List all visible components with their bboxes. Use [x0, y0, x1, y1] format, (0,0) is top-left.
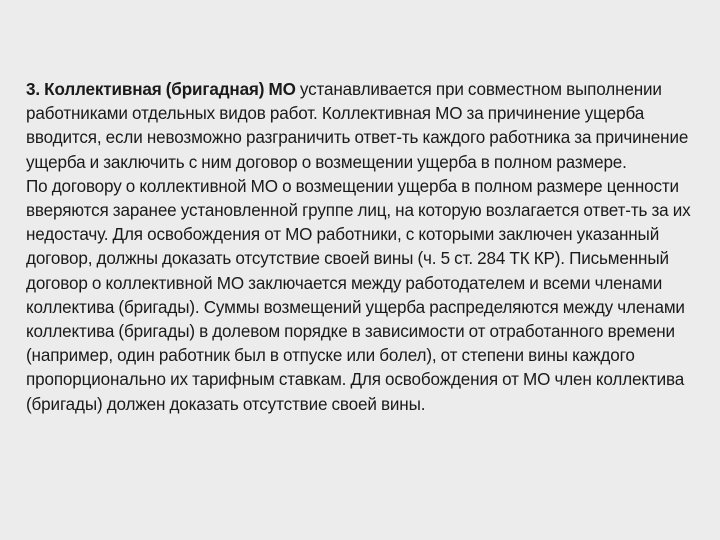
paragraph-1 — [26, 78, 696, 175]
paragraph-1-text: устанавливается при совместном выполнении работниками отдельных видов работ. Коллективная МО за причинение ущерба вводится, если невозможно разграничить ответ-ть каждого работника за причинение ущерба и заключить с ним договор о возмещении ущерба в полном размере. — [26, 80, 689, 172]
section-lead-term: Коллективная (бригадная) МО — [44, 80, 296, 99]
paragraph-2: По договору о коллективной МО о возмещении ущерба в полном размере ценности вверяются заранее установленной группе лиц, на которую возлагается ответ-ть за их недостачу. Для освобождения от МО работники, с которыми заключен указанный договор, должны доказать отсутствие своей вины (ч. 5 ст. 284 ТК КР). Письменный договор о коллективной МО заключается между работодателем и всеми членами коллектива (бригады). Суммы возмещений ущерба распределяются между членами коллектива (бригады) в долевом порядке в зависимости от отработанного времени (например, один работник был в отпуске или болел), от степени вины каждого пропорционально их тарифным ставкам. Для освобождения от МО член коллектива (бригады) должен доказать отсутствие своей вины. — [26, 176, 691, 414]
text-block — [26, 78, 696, 417]
section-number: 3. — [26, 80, 40, 99]
